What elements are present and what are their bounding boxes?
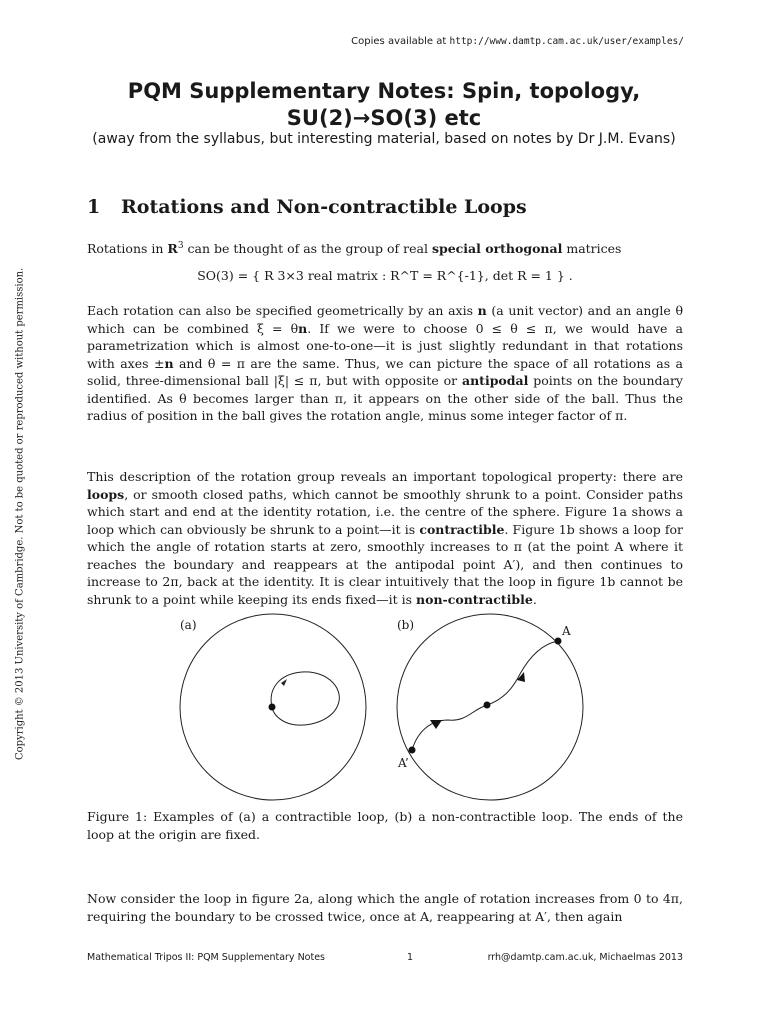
page-subtitle: (away from the syllabus, but interesting material, based on notes by Dr J.M. Evans) (92, 131, 676, 147)
footer-course: Mathematical Tripos II: PQM Supplementary Notes (87, 952, 326, 963)
section-title: Rotations and Non-contractible Loops (121, 196, 527, 218)
bold-n: n (164, 355, 174, 371)
section-heading (87, 196, 527, 218)
copies-note (351, 36, 684, 47)
bold-n: n (477, 303, 487, 318)
text-run: . (532, 591, 537, 607)
point-A-label: A (562, 624, 571, 638)
text-run: (a unit vector) and an angle θ which can be combined ξ = θ (87, 303, 683, 336)
point-A-prime-dot (409, 747, 416, 754)
figure-label-a: (a) (180, 618, 197, 632)
footer-page-number: 1 (407, 952, 414, 963)
point-A-dot (555, 638, 562, 645)
text-run: This description of the rotation group reveals an important topological property: there are (87, 469, 683, 484)
text-run: can be thought of as the group of real (183, 241, 432, 257)
text-run: matrices (562, 241, 622, 257)
footer-contact: rrh@damtp.cam.ac.uk, Michaelmas 2013 (487, 952, 683, 963)
equation-so3: SO(3) = { R 3×3 real matrix : R^T = R^{-1}, det R = 1 } . (197, 268, 573, 283)
figure-caption: Figure 1: Examples of (a) a contractible loop, (b) a non-contractible loop. The ends of the loop at the origin are fixed. (87, 809, 683, 842)
paragraph-geometric-spec (87, 302, 683, 425)
bold-term: contractible (419, 521, 505, 537)
bold-term: loops (87, 486, 125, 502)
text-run: points on the boundary identified. As θ becomes larger than π, it appears on the other side of the ball. Thus the radius of position in the ball gives the rotation angle, minus some integer factor of π. (87, 373, 683, 423)
page-title: PQM Supplementary Notes: Spin, topology, SU(2)→SO(3) etc (127, 79, 641, 130)
paragraph-figure2-intro: Now consider the loop in figure 2a, along which the angle of rotation increases from 0 to 4π, requiring the boundary to be crossed twice, once at A, reappearing at A′, then again (87, 891, 683, 924)
text-run: , or smooth closed paths, which cannot be smoothly shrunk to a point. Consider paths which start and end at the identity rotation, i.e. the centre of the sphere. Figure 1a shows a loop which can obviously be shrunk to a point—it is (87, 486, 683, 537)
origin-point-b (484, 702, 491, 709)
text-run: . If we were to choose 0 ≤ θ ≤ π, we would have a parametrization which is almost one-to-one—it is just slightly redundant in that rotations with axes ± (87, 320, 683, 371)
figure-label-b: (b) (397, 618, 415, 632)
section-number: 1 (87, 196, 101, 218)
paragraph-topology (87, 468, 683, 608)
side-copyright-notice: Copyright © 2013 University of Cambridge. Not to be quoted or reproduced without permission. (14, 267, 26, 760)
text-run: and θ = π are the same. Thus, we can picture the space of all rotations as a solid, three-dimensional ball |ξ| ≤ π, but with opposite or (87, 355, 683, 388)
arrow-head-b1 (430, 720, 442, 729)
figure-1 (150, 612, 650, 802)
origin-point-a (269, 704, 276, 711)
text-run: Rotations in (87, 241, 168, 257)
superscript-3: 3 (177, 241, 184, 251)
contractible-loop (271, 672, 339, 725)
bold-n: n (298, 320, 308, 336)
figure-1-diagram (150, 612, 650, 802)
paragraph-rotations-intro (87, 238, 683, 258)
arrow-head-a (281, 679, 287, 686)
bold-term: non-contractible (416, 591, 533, 607)
text-run: . Figure 1b shows a loop for which the angle of rotation starts at zero, smoothly increases to π (at the point A where it reaches the boundary and reappears at the antipodal point A′), and then continues to increase to 2π, back at the identity. It is clear intuitively that the loop in figure 1b cannot be shrunk to a point while keeping its ends fixed—it is (87, 521, 683, 607)
bold-term: antipodal (461, 373, 529, 388)
bold-term: special orthogonal (431, 241, 563, 257)
text-run: Each rotation can also be specified geometrically by an axis (87, 303, 478, 318)
bold-R: R (167, 241, 178, 257)
point-A-prime-label: A’ (398, 756, 409, 770)
copies-prefix: Copies available at (351, 36, 447, 47)
non-contractible-path (412, 641, 558, 750)
copies-url[interactable]: http://www.damtp.cam.ac.uk/user/examples/ (449, 36, 684, 47)
